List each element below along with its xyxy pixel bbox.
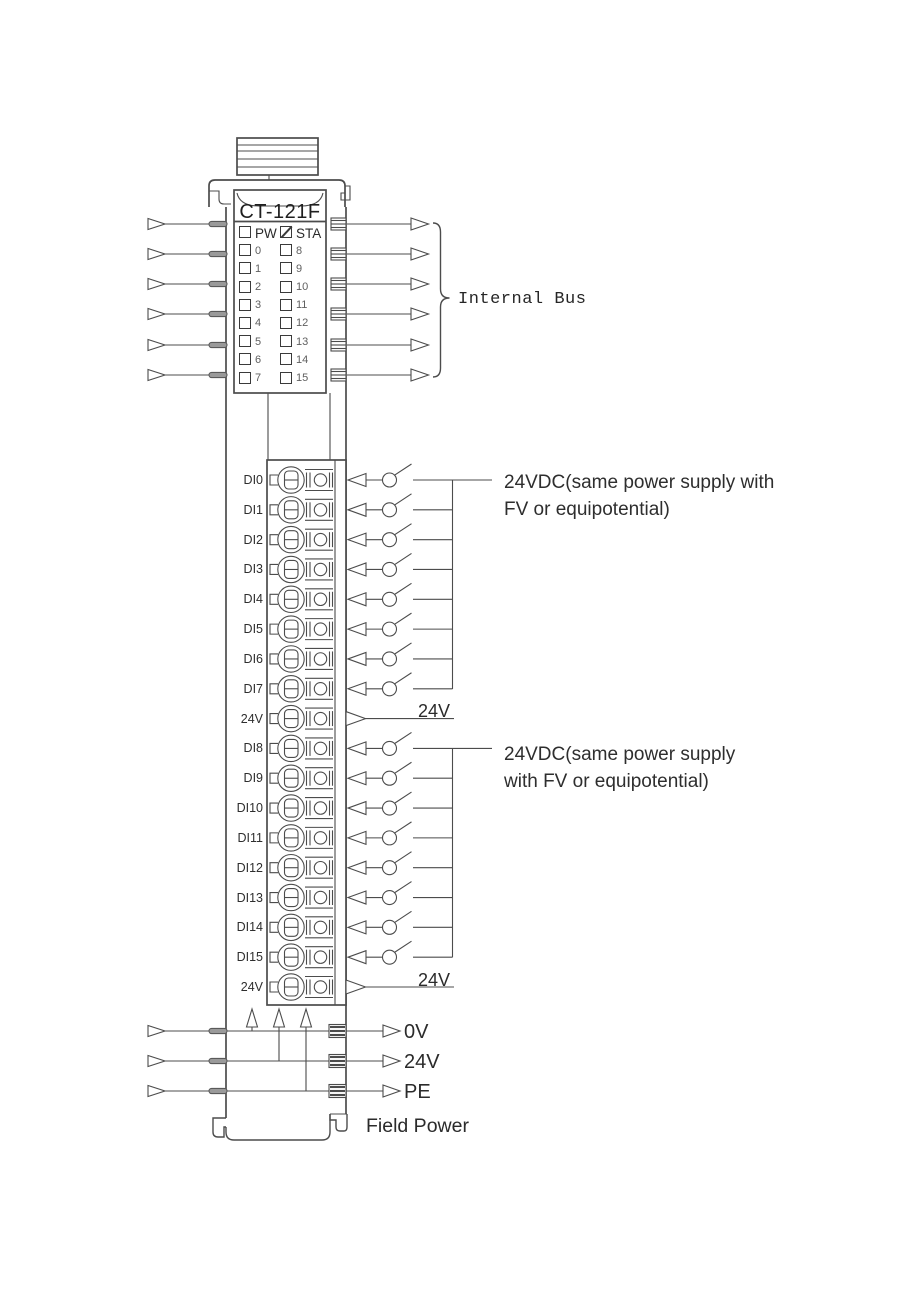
input-arrow-icon <box>348 951 366 964</box>
led-power-indicator <box>239 226 251 238</box>
internal-bus-brace <box>433 223 450 377</box>
led-channel-indicator <box>280 353 292 365</box>
bus-arrow-left-icon <box>148 249 165 260</box>
supply-bus-lines <box>453 480 493 957</box>
input-arrow-icon <box>348 474 366 487</box>
led-status-grid <box>239 226 324 390</box>
bus-contact-bar <box>209 251 227 256</box>
up-arrow-icon <box>301 1009 312 1027</box>
input-arrow-icon <box>348 772 366 785</box>
led-channel-indicator <box>239 372 251 384</box>
power-terminal-label: 0V <box>404 1021 429 1043</box>
switch-contact-icon <box>383 682 397 696</box>
led-label: 13 <box>296 335 309 348</box>
led-label: 9 <box>296 262 303 275</box>
input-arrow-icon <box>348 742 366 755</box>
power-contact-bar <box>209 1058 227 1063</box>
led-channel-indicator <box>280 299 292 311</box>
annotation-group1-line1: 24VDC(same power supply with <box>504 472 775 493</box>
terminal-label: DI1 <box>243 502 263 517</box>
led-channel-indicator <box>280 262 292 274</box>
power-contact-bar <box>209 1088 227 1093</box>
bus-arrow-right-icon <box>411 369 429 381</box>
bus-contact-bar <box>209 372 227 377</box>
input-arrow-icon <box>348 503 366 516</box>
bus-arrow-right-icon <box>411 278 429 290</box>
led-label: 14 <box>296 353 309 366</box>
up-arrow-icon <box>247 1009 258 1027</box>
led-channel-indicator <box>239 262 251 274</box>
led-channel-indicator <box>280 281 292 293</box>
terminal-label: DI14 <box>236 920 263 935</box>
led-status-indicator <box>280 226 292 238</box>
led-label: 0 <box>255 244 262 257</box>
input-arrow-icon <box>348 623 366 636</box>
din-bus-connector <box>237 138 318 180</box>
power-arrow-left-icon <box>148 1026 165 1037</box>
terminal-label: DI2 <box>243 532 263 547</box>
input-arrow-icon <box>348 682 366 695</box>
led-channel-indicator <box>239 244 251 256</box>
switch-contact-icon <box>383 801 397 815</box>
led-label: 7 <box>255 372 262 384</box>
switch-contact-icon <box>383 891 397 905</box>
power-arrow-right-icon <box>383 1025 400 1037</box>
input-arrow-icon <box>348 861 366 874</box>
bus-arrow-left-icon <box>148 340 165 351</box>
output-arrow-icon <box>346 712 366 726</box>
bus-arrow-left-icon <box>148 279 165 290</box>
led-label: 15 <box>296 372 309 384</box>
terminal-label: DI6 <box>243 651 263 666</box>
switch-contact-icon <box>383 473 397 487</box>
led-channel-indicator <box>239 299 251 311</box>
mid-24v-label: 24V <box>417 701 450 721</box>
led-label: 4 <box>255 317 262 330</box>
internal-bus-label: Internal Bus <box>458 290 587 309</box>
power-terminal-label: 24V <box>404 1051 440 1073</box>
switch-contact-icon <box>383 503 397 517</box>
bus-contact-bar <box>209 342 227 347</box>
switch-contact-icon <box>383 741 397 755</box>
terminal-label: DI0 <box>243 473 263 487</box>
switch-contact-icon <box>383 771 397 785</box>
up-arrow-icon <box>274 1009 285 1027</box>
switch-contact-icon <box>383 861 397 875</box>
input-arrow-icon <box>348 652 366 665</box>
switch-contact-icon <box>383 592 397 606</box>
led-channel-indicator <box>239 353 251 365</box>
annotation-group2-line1: 24VDC(same power supply <box>504 744 736 765</box>
annotation-group2-line2: with FV or equipotential) <box>504 771 709 792</box>
switch-contact-icon <box>383 950 397 964</box>
bus-arrow-left-icon <box>148 370 165 381</box>
input-arrow-icon <box>348 593 366 606</box>
led-channel-indicator <box>280 317 292 329</box>
terminal-label: DI7 <box>243 681 263 696</box>
led-label: 6 <box>255 353 262 366</box>
power-arrow-right-icon <box>383 1055 400 1067</box>
led-label: 3 <box>255 299 262 312</box>
terminal-label: 24V <box>240 980 263 994</box>
led-label: STA <box>296 225 322 241</box>
terminal-label: DI15 <box>236 950 263 965</box>
led-label: 2 <box>255 281 262 294</box>
led-label: 11 <box>296 299 308 312</box>
switch-contact-icon <box>383 622 397 636</box>
led-channel-indicator <box>280 244 292 256</box>
terminal-label: DI3 <box>243 562 263 577</box>
bus-arrow-right-icon <box>411 339 429 351</box>
bus-contact-bar <box>209 281 227 286</box>
annotation-group1-line2: FV or equipotential) <box>504 499 670 520</box>
field-power-label: Field Power <box>366 1115 469 1137</box>
switch-contact-icon <box>383 652 397 666</box>
power-arrow-left-icon <box>148 1056 165 1067</box>
output-arrow-icon <box>346 980 366 994</box>
input-arrow-icon <box>348 533 366 546</box>
terminal-label: 24V <box>240 711 263 726</box>
bus-arrow-left-icon <box>148 309 165 320</box>
terminal-label: DI5 <box>243 622 263 637</box>
switch-contact-icon <box>383 920 397 934</box>
terminal-label: DI8 <box>243 741 263 756</box>
bus-contact-bar <box>209 221 227 226</box>
led-label: 5 <box>255 335 262 348</box>
led-channel-indicator <box>280 335 292 347</box>
model-label: CT-121F <box>239 201 321 223</box>
input-arrow-icon <box>348 802 366 815</box>
switch-contact-icon <box>383 533 397 547</box>
input-arrow-icon <box>348 891 366 904</box>
terminal-label: DI13 <box>236 890 263 905</box>
bus-arrow-right-icon <box>411 248 429 260</box>
led-label: 1 <box>255 262 262 275</box>
power-terminal-label: PE <box>404 1081 431 1103</box>
bus-arrow-right-icon <box>411 218 429 230</box>
terminal-label: DI10 <box>236 801 263 816</box>
bottom-24v-label: 24V <box>417 970 450 990</box>
power-contact-bar <box>209 1028 227 1033</box>
terminal-label: DI11 <box>237 830 263 845</box>
bus-arrow-right-icon <box>411 308 429 320</box>
switch-contact-icon <box>383 831 397 845</box>
led-channel-indicator <box>239 281 251 293</box>
input-arrow-icon <box>348 921 366 934</box>
power-arrow-right-icon <box>383 1085 400 1097</box>
led-channel-indicator <box>239 317 251 329</box>
input-arrow-icon <box>348 563 366 576</box>
terminal-label: DI4 <box>243 592 263 607</box>
terminal-label: DI9 <box>243 771 263 786</box>
terminal-label: DI12 <box>236 860 263 875</box>
power-arrow-left-icon <box>148 1086 165 1097</box>
bus-contact-bar <box>209 311 227 316</box>
bus-arrow-left-icon <box>148 219 165 230</box>
led-label: 12 <box>296 317 309 330</box>
led-label: 10 <box>296 281 309 294</box>
led-label: PW <box>255 225 277 241</box>
led-channel-indicator <box>280 372 292 384</box>
switch-contact-icon <box>383 562 397 576</box>
input-arrow-icon <box>348 831 366 844</box>
led-label: 8 <box>296 244 303 257</box>
led-channel-indicator <box>239 335 251 347</box>
